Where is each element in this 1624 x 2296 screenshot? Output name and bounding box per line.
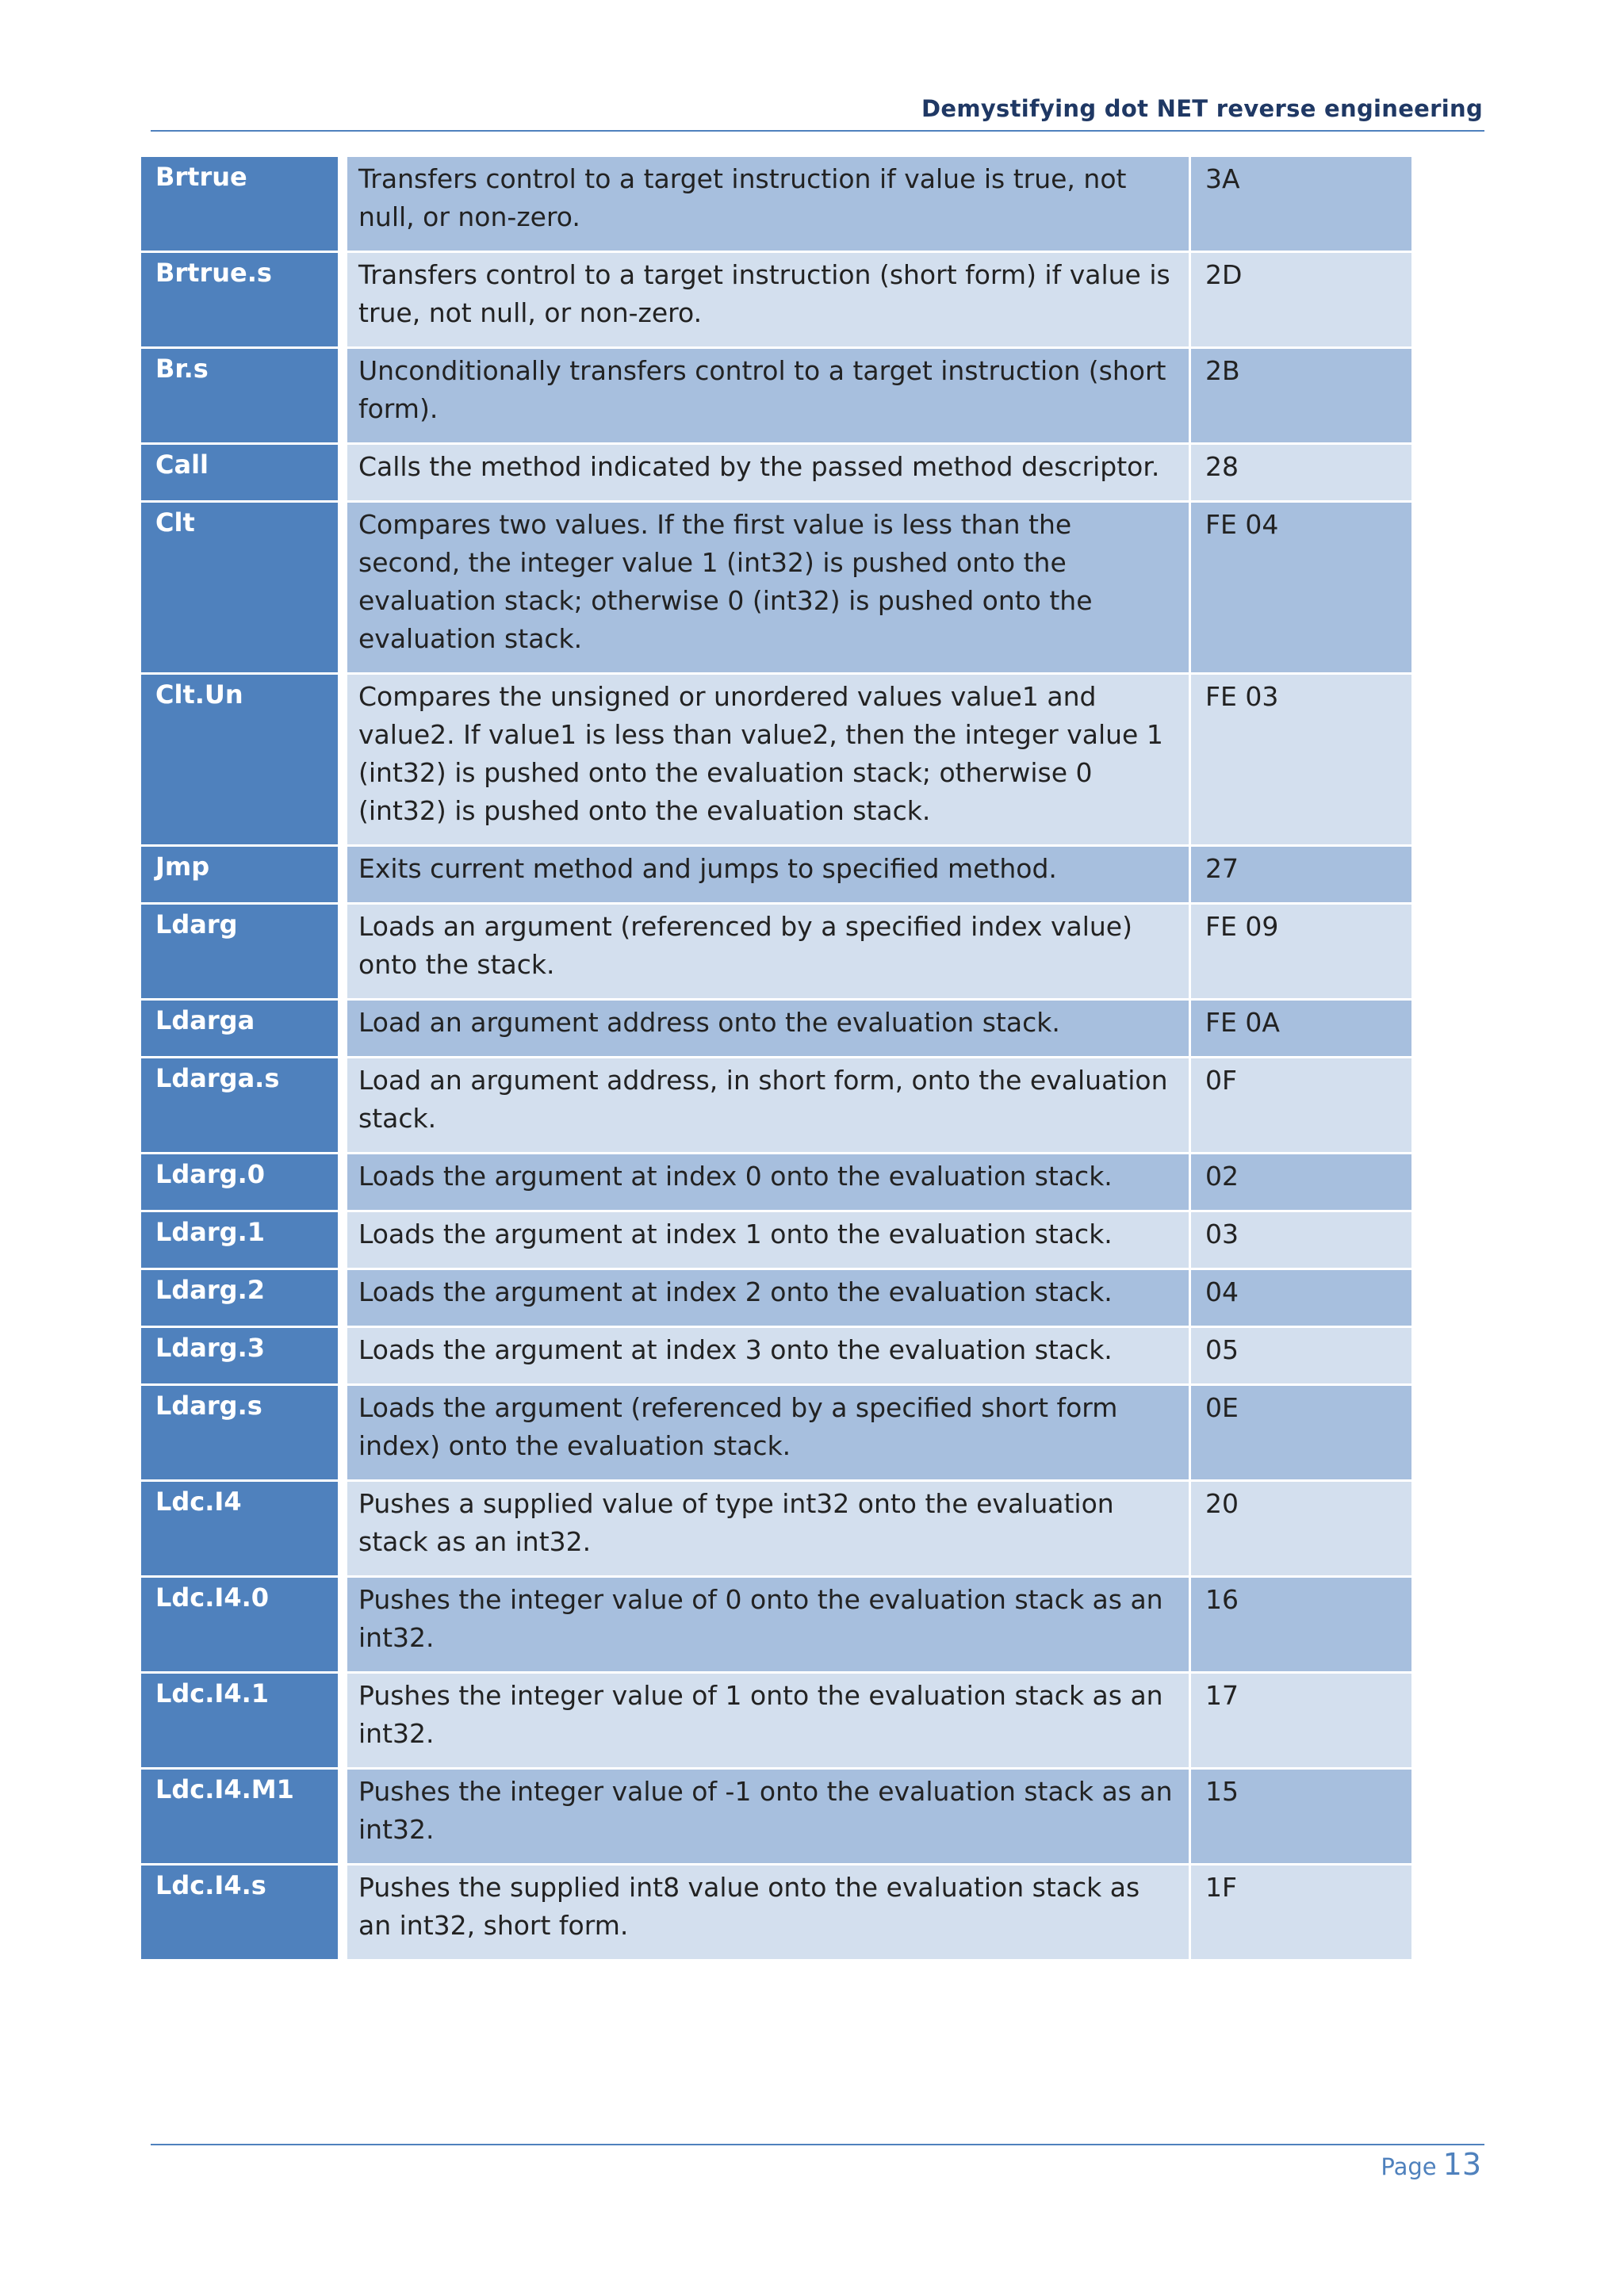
description-cell: Pushes the integer value of -1 onto the evaluation stack as an int32. (347, 1770, 1191, 1866)
hex-code-cell: 16 (1191, 1578, 1411, 1674)
hex-code-cell: 1F (1191, 1866, 1411, 1961)
table-row (141, 1058, 1411, 1154)
opcode-cell: Ldarg.3 (141, 1328, 347, 1386)
hex-code-cell: FE 03 (1191, 675, 1411, 847)
hex-code-cell: 17 (1191, 1674, 1411, 1770)
opcode-cell: Brtrue (141, 157, 347, 253)
hex-code-cell: 02 (1191, 1154, 1411, 1212)
opcode-cell: Ldarg.0 (141, 1154, 347, 1212)
table-row (141, 445, 1411, 503)
opcode-table (141, 157, 1411, 1961)
table-row (141, 349, 1411, 445)
opcode-cell: Ldarg.s (141, 1386, 347, 1482)
opcode-cell: Ldarga.s (141, 1058, 347, 1154)
opcode-cell: Ldc.I4 (141, 1482, 347, 1578)
opcode-cell: Call (141, 445, 347, 503)
description-cell: Load an argument address onto the evaluation stack. (347, 1001, 1191, 1058)
opcode-cell: Br.s (141, 349, 347, 445)
header-divider (151, 130, 1484, 132)
page-number: 13 (1442, 2147, 1481, 2182)
table-row (141, 1386, 1411, 1482)
description-cell: Exits current method and jumps to specified method. (347, 847, 1191, 905)
table-row (141, 1154, 1411, 1212)
table-row (141, 847, 1411, 905)
description-cell: Loads the argument at index 1 onto the evaluation stack. (347, 1212, 1191, 1270)
opcode-cell: Ldc.I4.M1 (141, 1770, 347, 1866)
hex-code-cell: 03 (1191, 1212, 1411, 1270)
description-cell: Loads the argument at index 3 onto the evaluation stack. (347, 1328, 1191, 1386)
description-cell: Unconditionally transfers control to a target instruction (short form). (347, 349, 1191, 445)
hex-code-cell: 04 (1191, 1270, 1411, 1328)
opcode-cell: Ldarga (141, 1001, 347, 1058)
opcode-cell: Clt (141, 503, 347, 675)
description-cell: Pushes the integer value of 0 onto the evaluation stack as an int32. (347, 1578, 1191, 1674)
opcode-cell: Brtrue.s (141, 253, 347, 349)
table-row (141, 1328, 1411, 1386)
description-cell: Pushes a supplied value of type int32 onto the evaluation stack as an int32. (347, 1482, 1191, 1578)
table-row (141, 905, 1411, 1001)
description-cell: Loads an argument (referenced by a specified index value) onto the stack. (347, 905, 1191, 1001)
table-row (141, 1212, 1411, 1270)
table-row (141, 1482, 1411, 1578)
description-cell: Load an argument address, in short form, onto the evaluation stack. (347, 1058, 1191, 1154)
description-cell: Transfers control to a target instruction if value is true, not null, or non-zero. (347, 157, 1191, 253)
hex-code-cell: 28 (1191, 445, 1411, 503)
table-row (141, 1578, 1411, 1674)
hex-code-cell: 2B (1191, 349, 1411, 445)
hex-code-cell: FE 0A (1191, 1001, 1411, 1058)
table-row (141, 1001, 1411, 1058)
hex-code-cell: 3A (1191, 157, 1411, 253)
description-cell: Compares two values. If the first value is less than the second, the integer value 1 (int32) is pushed onto the evaluation stack; otherwise 0 (int32) is pushed onto the evaluation stack. (347, 503, 1191, 675)
table-row (141, 157, 1411, 253)
description-cell: Loads the argument at index 2 onto the evaluation stack. (347, 1270, 1191, 1328)
table-row (141, 675, 1411, 847)
opcode-table-body (141, 157, 1411, 1961)
hex-code-cell: 27 (1191, 847, 1411, 905)
opcode-cell: Ldc.I4.s (141, 1866, 347, 1961)
description-cell: Calls the method indicated by the passed method descriptor. (347, 445, 1191, 503)
opcode-cell: Ldc.I4.0 (141, 1578, 347, 1674)
table-row (141, 253, 1411, 349)
table-row (141, 1866, 1411, 1961)
page-label: Page (1381, 2153, 1437, 2180)
description-cell: Loads the argument (referenced by a specified short form index) onto the evaluation stack. (347, 1386, 1191, 1482)
description-cell: Loads the argument at index 0 onto the evaluation stack. (347, 1154, 1191, 1212)
hex-code-cell: 20 (1191, 1482, 1411, 1578)
footer-divider (151, 2144, 1484, 2145)
description-cell: Pushes the integer value of 1 onto the evaluation stack as an int32. (347, 1674, 1191, 1770)
hex-code-cell: 15 (1191, 1770, 1411, 1866)
opcode-cell: Ldarg.1 (141, 1212, 347, 1270)
hex-code-cell: FE 04 (1191, 503, 1411, 675)
table-row (141, 503, 1411, 675)
opcode-cell: Ldarg (141, 905, 347, 1001)
hex-code-cell: 2D (1191, 253, 1411, 349)
opcode-cell: Ldc.I4.1 (141, 1674, 347, 1770)
description-cell: Pushes the supplied int8 value onto the evaluation stack as an int32, short form. (347, 1866, 1191, 1961)
hex-code-cell: 05 (1191, 1328, 1411, 1386)
page-footer (1381, 2147, 1481, 2182)
description-cell: Transfers control to a target instruction (short form) if value is true, not null, or non-zero. (347, 253, 1191, 349)
opcode-cell: Clt.Un (141, 675, 347, 847)
hex-code-cell: FE 09 (1191, 905, 1411, 1001)
description-cell: Compares the unsigned or unordered values value1 and value2. If value1 is less than value2, then the integer value 1 (int32) is pushed onto the evaluation stack; otherwise 0 (int32) is pushed onto the evaluation stack. (347, 675, 1191, 847)
table-row (141, 1270, 1411, 1328)
table-row (141, 1770, 1411, 1866)
running-header-title: Demystifying dot NET reverse engineering (921, 95, 1483, 122)
table-row (141, 1674, 1411, 1770)
opcode-cell: Jmp (141, 847, 347, 905)
hex-code-cell: 0E (1191, 1386, 1411, 1482)
hex-code-cell: 0F (1191, 1058, 1411, 1154)
opcode-cell: Ldarg.2 (141, 1270, 347, 1328)
